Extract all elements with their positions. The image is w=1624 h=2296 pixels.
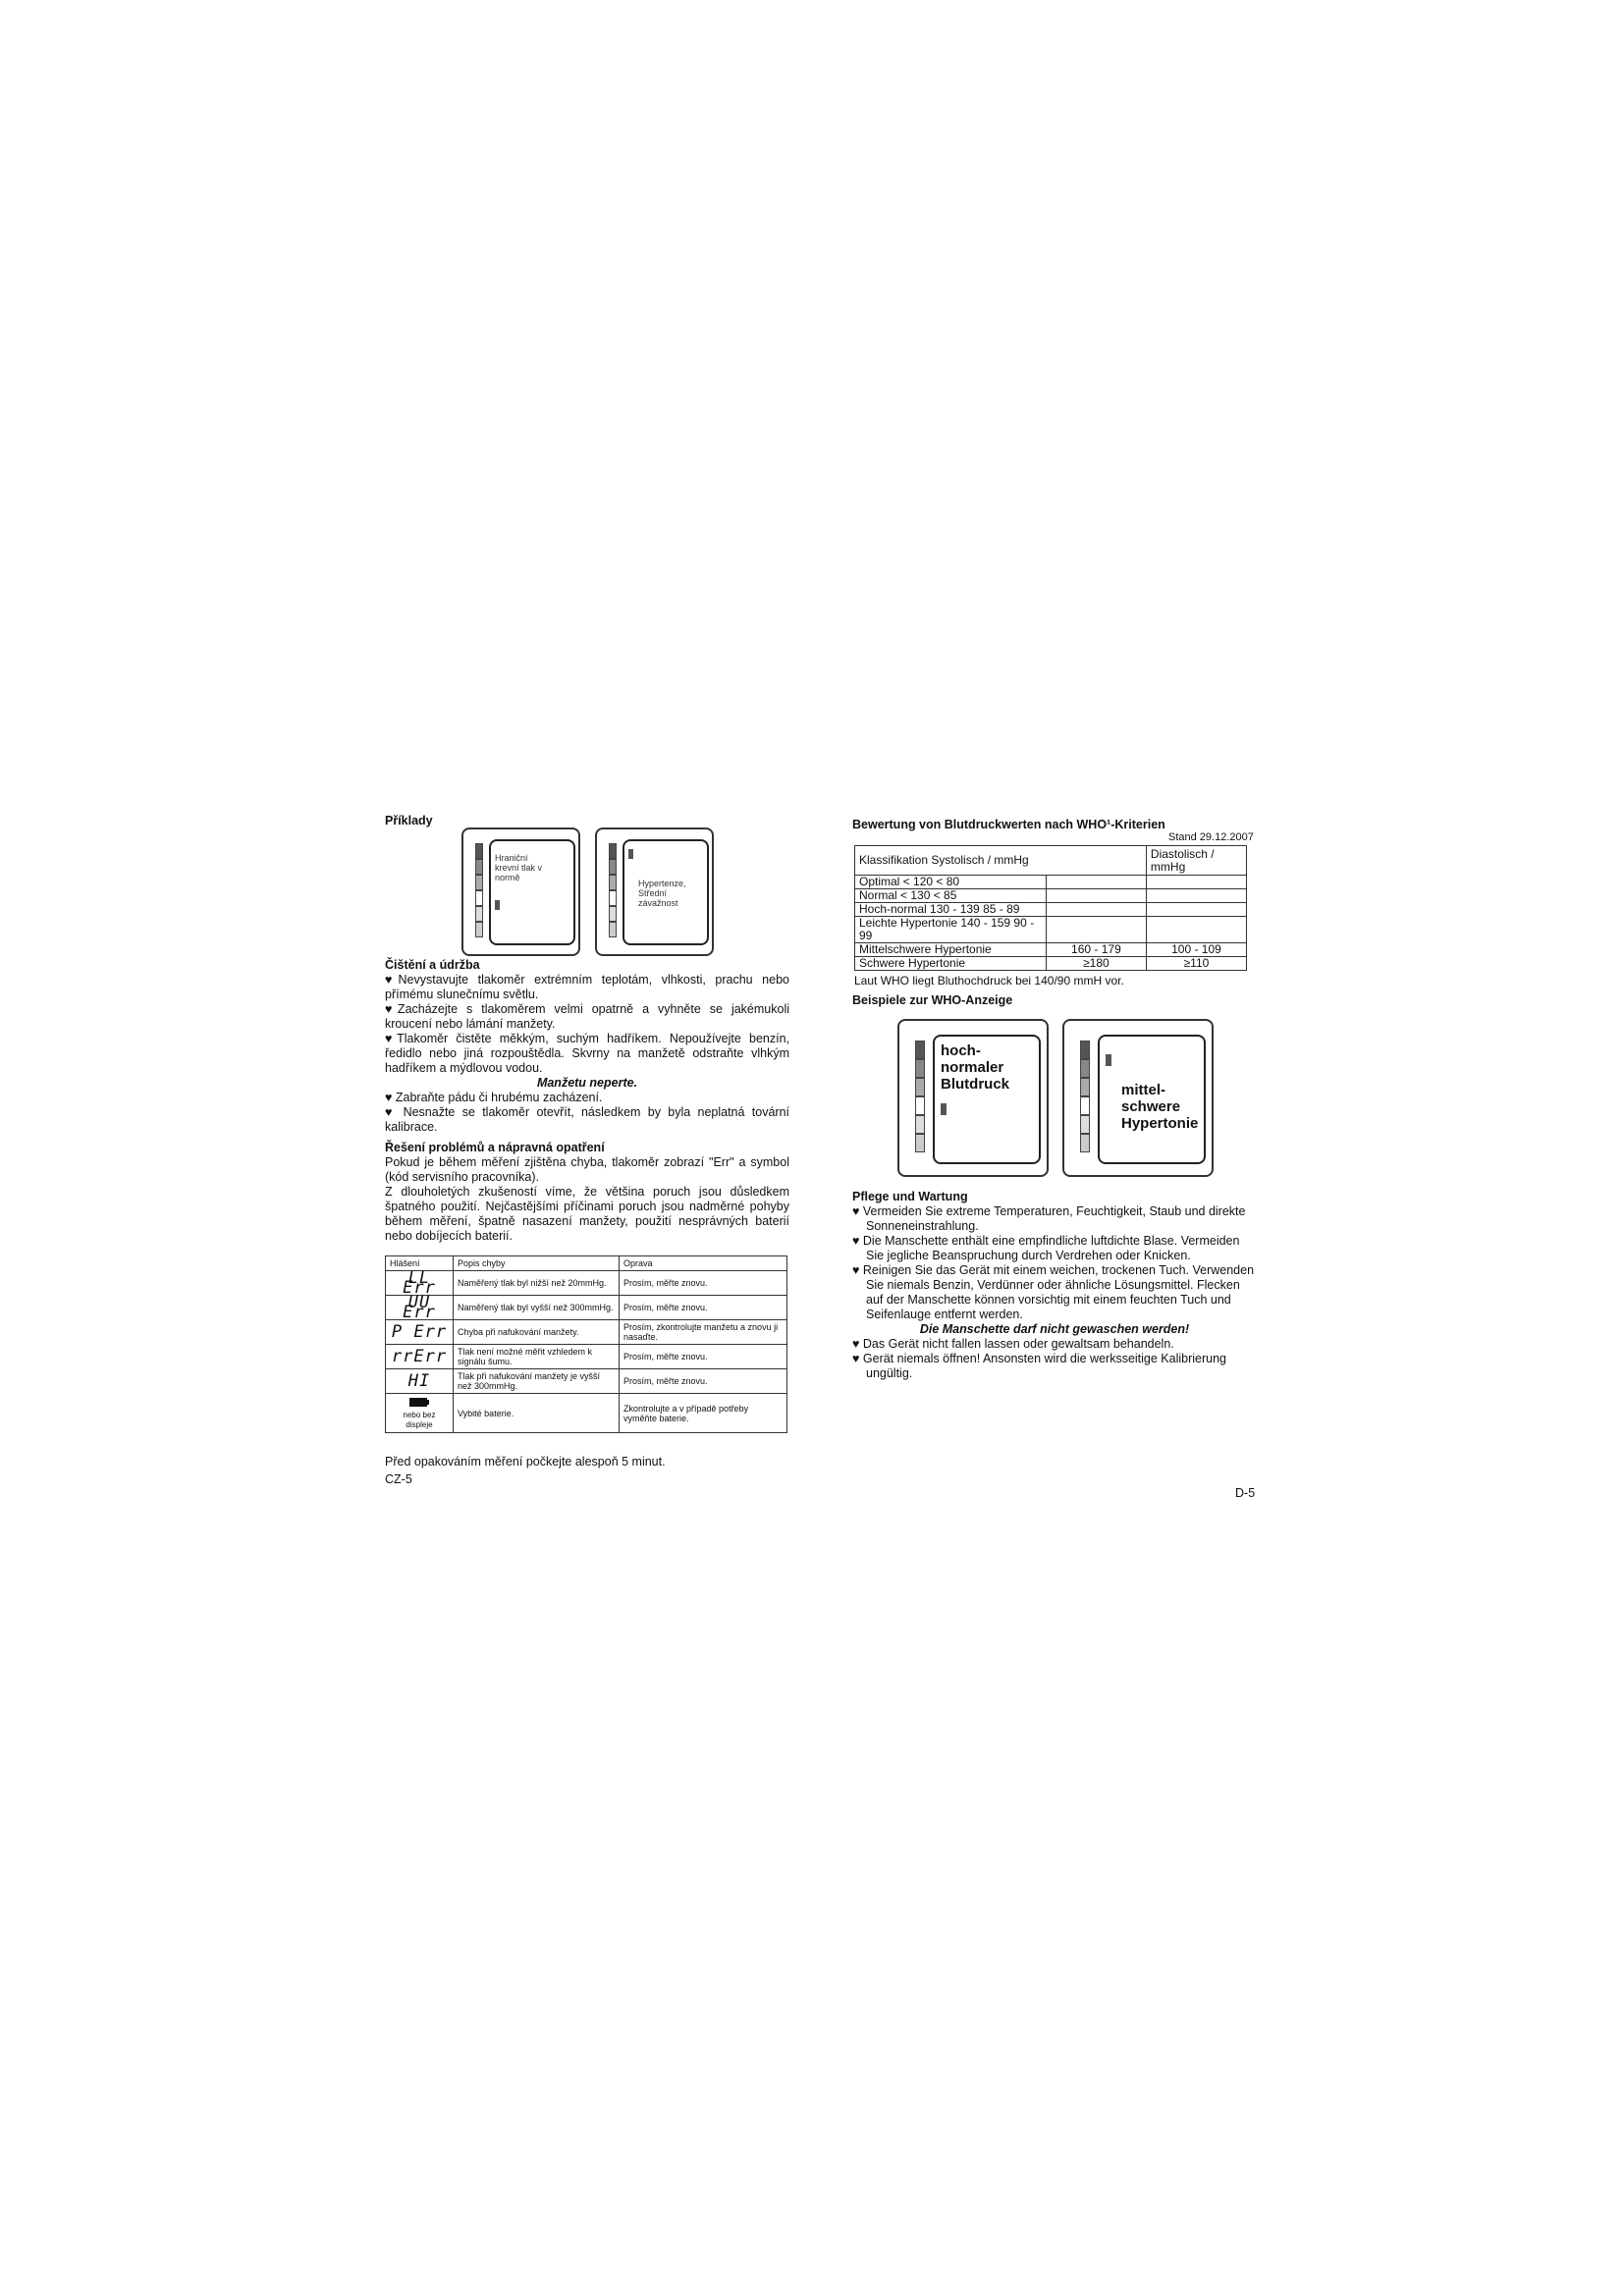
cell: ≥110 bbox=[1146, 957, 1246, 971]
trouble-paragraph: Pokud je během měření zjištěna chyba, tlakoměr zobrazí "Err" a symbol (kód servisního pracovníka). bbox=[385, 1155, 789, 1184]
who-scale bbox=[1080, 1041, 1090, 1152]
error-fix: Zkontrolujte a v případě potřeby vyměňte baterie. bbox=[620, 1394, 787, 1433]
error-fix: Prosím, zkontrolujte manžetu a znovu ji nasaďte. bbox=[620, 1320, 787, 1345]
table-header: Hlášení bbox=[386, 1256, 454, 1271]
cell: 100 - 109 bbox=[1146, 943, 1246, 957]
table-row bbox=[386, 1345, 787, 1369]
example-label: Hraniční krevní tlak v normě bbox=[495, 853, 543, 882]
example-label: mittel-schwere Hypertonie bbox=[1121, 1082, 1199, 1132]
table-row bbox=[386, 1320, 787, 1345]
example-label: hoch-normaler Blutdruck bbox=[941, 1042, 1010, 1093]
who-title: Bewertung von Blutdruckwerten nach WHO¹-Kriterien bbox=[852, 818, 1165, 831]
level-marker bbox=[495, 900, 500, 910]
cell: Optimal < 120 < 80 bbox=[855, 876, 1047, 889]
error-code: HI bbox=[386, 1369, 454, 1394]
care-item: ♥ Zabraňte pádu či hrubému zacházení. bbox=[385, 1091, 603, 1104]
page-number: D-5 bbox=[1235, 1486, 1256, 1500]
who-scale bbox=[475, 843, 483, 937]
battery-code-label: nebo bez displeje bbox=[403, 1411, 436, 1429]
who-table bbox=[854, 845, 1247, 971]
error-code: LL Err bbox=[386, 1271, 454, 1296]
error-code: UU Err bbox=[386, 1296, 454, 1320]
error-desc: Naměřený tlak byl vyšší než 300mmHg. bbox=[454, 1296, 620, 1320]
cell bbox=[1146, 903, 1246, 917]
table-row bbox=[855, 889, 1247, 903]
who-date: Stand 29.12.2007 bbox=[1168, 831, 1254, 843]
table-row bbox=[855, 903, 1247, 917]
care-item: ♥ Nesnažte se tlakoměr otevřít, následkem by byla neplatná tovární kalibrace. bbox=[385, 1105, 789, 1134]
error-fix: Prosím, měřte znovu. bbox=[620, 1369, 787, 1394]
table-header: Oprava bbox=[620, 1256, 787, 1271]
device-who-example-1 bbox=[897, 1019, 1049, 1177]
care-item: ♥ Vermeiden Sie extreme Temperaturen, Feuchtigkeit, Staub und direkte Sonneneinstrahlung. bbox=[852, 1204, 1246, 1233]
table-row bbox=[855, 943, 1247, 957]
device-example-2 bbox=[595, 828, 714, 956]
error-code: P Err bbox=[386, 1320, 454, 1345]
trouble-title: Řešení problémů a nápravná opatření bbox=[385, 1141, 605, 1154]
level-marker bbox=[941, 1103, 947, 1115]
who-scale bbox=[609, 843, 617, 937]
table-row bbox=[386, 1271, 787, 1296]
table-header-row bbox=[855, 846, 1247, 876]
error-desc: Naměřený tlak byl nižší než 20mmHg. bbox=[454, 1271, 620, 1296]
table-row bbox=[386, 1369, 787, 1394]
cell bbox=[1046, 876, 1146, 889]
error-code-battery bbox=[386, 1394, 454, 1433]
table-row bbox=[386, 1296, 787, 1320]
error-desc: Tlak není možné měřit vzhledem k signálu šumu. bbox=[454, 1345, 620, 1369]
page-number: CZ-5 bbox=[385, 1472, 412, 1486]
error-desc: Chyba při nafukování manžety. bbox=[454, 1320, 620, 1345]
error-table bbox=[385, 1255, 787, 1433]
device-example-1 bbox=[461, 828, 580, 956]
table-header-row bbox=[386, 1256, 787, 1271]
level-marker bbox=[1106, 1054, 1111, 1066]
after-table-note: Před opakováním měření počkejte alespoň 5 minut. bbox=[385, 1455, 666, 1468]
cell: Schwere Hypertonie bbox=[855, 957, 1047, 971]
who-examples-title: Beispiele zur WHO-Anzeige bbox=[852, 993, 1013, 1007]
trouble-paragraph: Z dlouholetých zkušeností víme, že většina poruch jsou důsledkem špatného použití. Nejčastějšími příčinami poruch jsou nadměrné pohyby během měření, špatně nasazení manžety, použití nesprávných baterií nebo dobíjecích baterií. bbox=[385, 1185, 789, 1243]
care-list bbox=[852, 1337, 1257, 1381]
who-scale bbox=[915, 1041, 925, 1152]
error-fix: Prosím, měřte znovu. bbox=[620, 1296, 787, 1320]
care-item: ♥ Gerät niemals öffnen! Ansonsten wird die werksseitige Kalibrierung ungültig. bbox=[852, 1352, 1226, 1380]
error-desc: Vybité baterie. bbox=[454, 1394, 620, 1433]
example-label: Hypertenze, Střední závažnost bbox=[638, 879, 686, 908]
display-screen bbox=[489, 839, 575, 945]
table-header: Popis chyby bbox=[454, 1256, 620, 1271]
cell bbox=[1146, 889, 1246, 903]
display-screen bbox=[623, 839, 709, 945]
cell bbox=[1146, 917, 1246, 943]
table-row bbox=[855, 917, 1247, 943]
display-screen bbox=[933, 1035, 1041, 1164]
care-item: ♥Nevystavujte tlakoměr extrémním teplotám, vlhkosti, prachu nebo přímému slunečnímu světlu. bbox=[385, 973, 789, 1001]
cell bbox=[1046, 917, 1146, 943]
table-header: Diastolisch / mmHg bbox=[1146, 846, 1246, 876]
care-list bbox=[852, 1204, 1257, 1322]
cell bbox=[1146, 876, 1246, 889]
cell: Normal < 130 < 85 bbox=[855, 889, 1047, 903]
level-marker bbox=[628, 849, 633, 859]
examples-title: Příklady bbox=[385, 814, 433, 828]
table-row bbox=[386, 1394, 787, 1433]
pflege-section bbox=[852, 1190, 1257, 1381]
display-screen bbox=[1098, 1035, 1206, 1164]
cell: Leichte Hypertonie 140 - 159 90 - 99 bbox=[855, 917, 1047, 943]
care-item: ♥Zacházejte s tlakoměrem velmi opatrně a vyhněte se jakémukoli kroucení nebo lámání manžety. bbox=[385, 1002, 789, 1031]
battery-icon bbox=[408, 1396, 430, 1408]
error-code: rrErr bbox=[386, 1345, 454, 1369]
table-row bbox=[855, 957, 1247, 971]
care-section bbox=[385, 958, 789, 1244]
cell: 160 - 179 bbox=[1046, 943, 1146, 957]
device-who-example-2 bbox=[1062, 1019, 1214, 1177]
care-item: ♥Tlakoměr čistěte měkkým, suchým hadříkem. Nepoužívejte benzín, ředidlo nebo jiná rozpouštědla. Skvrny na manžetě odstraňte vlhkým hadříkem a mýdlovou vodou. bbox=[385, 1032, 789, 1075]
cell: Mittelschwere Hypertonie bbox=[855, 943, 1047, 957]
error-fix: Prosím, měřte znovu. bbox=[620, 1345, 787, 1369]
care-title: Čištění a údržba bbox=[385, 958, 480, 972]
table-row bbox=[855, 876, 1247, 889]
cell: ≥180 bbox=[1046, 957, 1146, 971]
care-warning: Die Manschette darf nicht gewaschen werden! bbox=[919, 1322, 1190, 1336]
care-item: ♥ Die Manschette enthält eine empfindliche luftdichte Blase. Vermeiden Sie jegliche Beanspruchung durch Verdrehen oder Knicken. bbox=[852, 1234, 1240, 1262]
care-item: ♥ Reinigen Sie das Gerät mit einem weichen, trockenen Tuch. Verwenden Sie niemals Benzin, Verdünner oder ähnliche Lösungsmittel. Flecken auf der Manschette können vorsichtig mit einem feuchten Tuch und Seifenlauge entfernt werden. bbox=[852, 1263, 1255, 1321]
cell bbox=[1046, 889, 1146, 903]
cell: Hoch-normal 130 - 139 85 - 89 bbox=[855, 903, 1047, 917]
care-title: Pflege und Wartung bbox=[852, 1190, 968, 1203]
who-note: Laut WHO liegt Bluthochdruck bei 140/90 mmH vor. bbox=[854, 974, 1124, 988]
care-warning: Manžetu neperte. bbox=[536, 1076, 638, 1090]
cell bbox=[1046, 903, 1146, 917]
error-fix: Prosím, měřte znovu. bbox=[620, 1271, 787, 1296]
care-item: ♥ Das Gerät nicht fallen lassen oder gewaltsam behandeln. bbox=[852, 1337, 1174, 1351]
table-header: Klassifikation Systolisch / mmHg bbox=[855, 846, 1147, 876]
error-desc: Tlak při nafukování manžety je vyšší než 300mmHg. bbox=[454, 1369, 620, 1394]
